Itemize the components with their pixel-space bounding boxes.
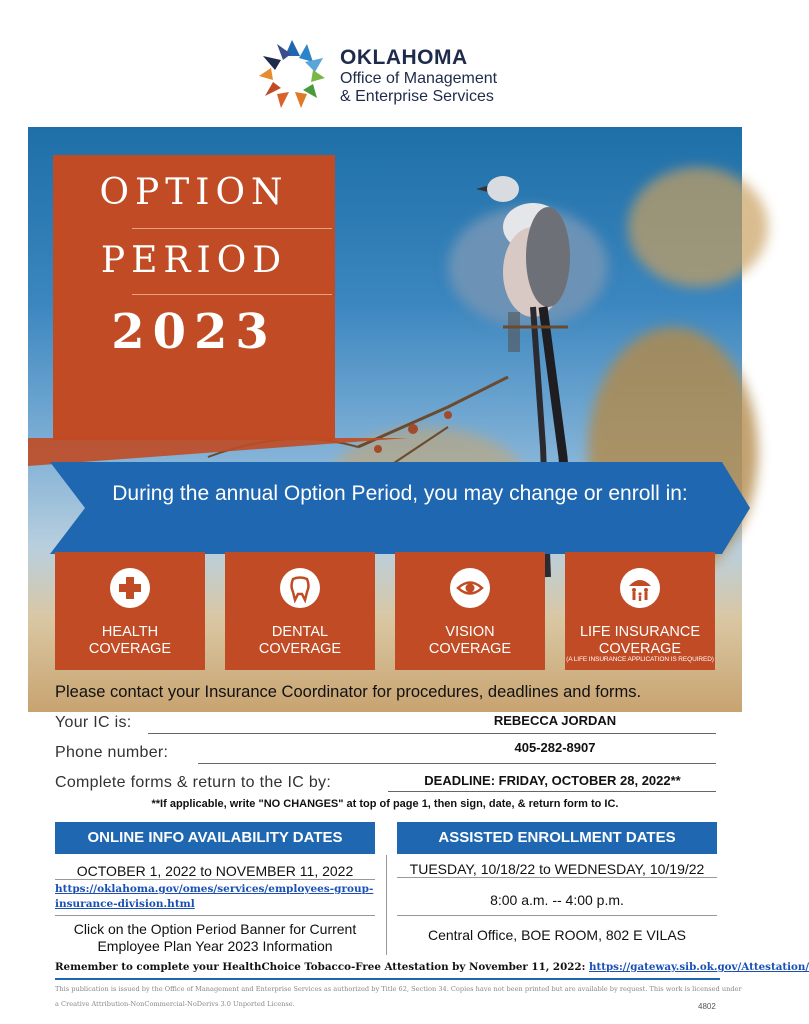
divider	[397, 915, 717, 916]
online-dates: OCTOBER 1, 2022 to NOVEMBER 11, 2022	[76, 863, 354, 879]
agency-line-2: Office of Management	[340, 70, 498, 87]
ic-name-line	[148, 733, 716, 734]
agency-state: OKLAHOMA	[340, 46, 468, 69]
tile-vision-coverage	[395, 552, 545, 670]
banner-line-option: OPTION	[99, 172, 289, 213]
tile-dental-coverage	[225, 552, 375, 670]
banner-line-period: PERIOD	[100, 240, 288, 281]
contact-heading: Please contact your Insurance Coordinator for procedures, deadlines and forms.	[55, 683, 642, 701]
tile-label: DENTAL COVERAGE	[258, 624, 342, 657]
option-banner-instructions: Click on the Option Period Banner for Current Employee Plan Year 2023 Information	[73, 921, 357, 954]
divider	[55, 879, 375, 880]
eye-icon	[450, 568, 490, 608]
phone-number-field[interactable]: 405-282-8907	[514, 740, 596, 755]
medical-cross-icon	[110, 568, 150, 608]
omes-website-link[interactable]: https://oklahoma.gov/omes/services/employees-group- insurance-division.html	[55, 883, 374, 910]
divider	[55, 915, 375, 916]
return-label: Complete forms & return to the IC by:	[55, 774, 332, 791]
agency-line-3: & Enterprise Services	[340, 88, 494, 105]
deadline-field[interactable]: DEADLINE: FRIDAY, OCTOBER 28, 2022**	[424, 773, 681, 788]
phone-label: Phone number:	[55, 744, 169, 761]
form-code: 4802	[698, 1002, 716, 1011]
life-insurance-note: (A LIFE INSURANCE APPLICATION IS REQUIRED)	[566, 656, 714, 663]
assisted-dates: TUESDAY, 10/18/22 to WEDNESDAY, 10/19/22	[409, 861, 705, 877]
banner-year: 2023	[111, 304, 277, 360]
family-umbrella-icon	[620, 568, 660, 608]
agency-name	[340, 46, 497, 106]
tile-label: LIFE INSURANCE COVERAGE	[579, 624, 701, 657]
assisted-time: 8:00 a.m. -- 4:00 p.m.	[490, 892, 624, 908]
attestation-link[interactable]: https://gateway.sib.ok.gov/Attestation/	[588, 961, 809, 973]
banner-tail	[28, 438, 408, 466]
ic-name-field[interactable]: REBECCA JORDAN	[493, 713, 617, 728]
column-divider	[386, 855, 387, 955]
assisted-enrollment-heading: ASSISTED ENROLLMENT DATES	[397, 822, 717, 854]
phone-line	[198, 763, 716, 764]
footer-rule	[55, 978, 720, 980]
no-changes-note: **If applicable, write "NO CHANGES" at top of page 1, then sign, date, & return form to IC.	[151, 798, 619, 810]
assisted-location: Central Office, BOE ROOM, 802 E VILAS	[427, 927, 687, 943]
tile-life-insurance-coverage	[565, 552, 715, 670]
tile-label: HEALTH COVERAGE	[88, 624, 172, 657]
ribbon-text: During the annual Option Period, you may change or enroll in:	[112, 482, 688, 505]
tile-label: VISION COVERAGE	[428, 624, 512, 657]
banner-divider	[132, 294, 332, 295]
tile-health-coverage	[55, 552, 205, 670]
omes-star-logo-icon	[255, 36, 330, 111]
tooth-icon	[280, 568, 320, 608]
divider	[397, 877, 717, 878]
banner-divider	[132, 228, 332, 229]
ic-label: Your IC is:	[55, 714, 132, 731]
tobacco-attestation-reminder: Remember to complete your HealthChoice Tobacco-Free Attestation by November 11, 2022: https://gateway.sib.ok.gov/Attestation/	[55, 961, 809, 973]
publication-notice: This publication is issued by the Office of Management and Enterprise Services as authorized by Title 62, Section 34. Copies have not been printed but are available by request. This work is licensed under a Creative Attribution-NonCommercial-NoDerivs 3.0 Unported License.	[55, 985, 742, 1008]
online-info-heading: ONLINE INFO AVAILABILITY DATES	[55, 822, 375, 854]
deadline-line	[388, 791, 716, 792]
